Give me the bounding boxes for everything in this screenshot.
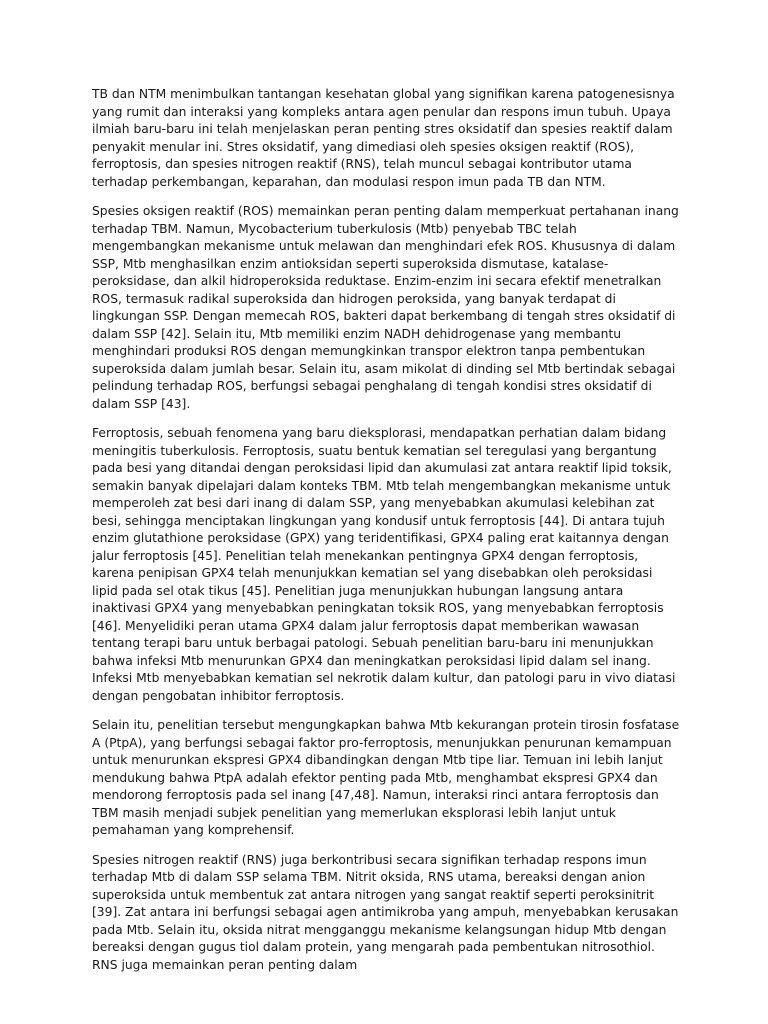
paragraph-ros: Spesies oksigen reaktif (ROS) memainkan peran penting dalam memperkuat pertahanan inang terhadap TBM. Namun, Mycobacterium tuberkulosis (Mtb) penyebab TBC telah mengembangkan mekanisme untuk melawan dan menghindari efek ROS. Khususnya di dalam SSP, Mtb menghasilkan enzim antioksidan seperti superoksida dismutase, katalase-peroksidase, dan alkil hidroperoksida reduktase. Enzim-enzim ini secara efektif menetralkan ROS, termasuk radikal superoksida dan hidrogen peroksida, yang banyak terdapat di lingkungan SSP. Dengan memecah ROS, bakteri dapat berkembang di tengah stres oksidatif di dalam SSP [42]. Selain itu, Mtb memiliki enzim NADH dehidrogenase yang membantu menghindari produksi ROS dengan memungkinkan transpor elektron tanpa pembentukan superoksida dalam jumlah besar. Selain itu, asam mikolat di dinding sel Mtb bertindak sebagai pelindung terhadap ROS, berfungsi sebagai penghalang di tengah kondisi stres oksidatif di dalam SSP [43]. <box>92 204 679 411</box>
paragraph-ptpa: Selain itu, penelitian tersebut mengungkapkan bahwa Mtb kekurangan protein tirosin fosfatase A (PtpA), yang berfungsi sebagai faktor pro-ferroptosis, menunjukkan penurunan kemampuan untuk menurunkan ekspresi GPX4 dibandingkan dengan Mtb tipe liar. Temuan ini lebih lanjut mendukung bahwa PtpA adalah efektor penting pada Mtb, menghambat ekspresi GPX4 dan mendorong ferroptosis pada sel inang [47,48]. Namun, interaksi rinci antara ferroptosis dan TBM masih menjadi subjek penelitian yang memerlukan eksplorasi lebih lanjut untuk pemahaman yang komprehensif. <box>92 718 680 837</box>
paragraph-ferroptosis: Ferroptosis, sebuah fenomena yang baru dieksplorasi, mendapatkan perhatian dalam bidang meningitis tuberkulosis. Ferroptosis, suatu bentuk kematian sel teregulasi yang bergantung pada besi yang ditandai dengan peroksidasi lipid dan akumulasi zat antara reaktif lipid toksik, semakin banyak dipelajari dalam konteks TBM. Mtb telah mengembangkan mekanisme untuk memperoleh zat besi dari inang di dalam SSP, yang menyebabkan akumulasi kelebihan zat besi, sehingga menciptakan lingkungan yang kondusif untuk ferroptosis [44]. Di antara tujuh enzim glutathione peroksidase (GPX) yang teridentifikasi, GPX4 paling erat kaitannya dengan jalur ferroptosis [45]. Penelitian telah menekankan pentingnya GPX4 dengan ferroptosis, karena penipisan GPX4 telah menunjukkan kematian sel yang disebabkan oleh peroksidasi lipid pada sel otak tikus [45]. Penelitian juga menunjukkan hubungan langsung antara inaktivasi GPX4 yang menyebabkan peningkatan toksik ROS, yang menyebabkan ferroptosis [46]. Menyelidiki peran utama GPX4 dalam jalur ferroptosis dapat memberikan wawasan tentang terapi baru untuk berbagai patologi. Sebuah penelitian baru-baru ini menunjukkan bahwa infeksi Mtb menurunkan GPX4 dan meningkatkan peroksidasi lipid dalam sel inang. Infeksi Mtb menyebabkan kematian sel nekrotik dalam kultur, dan patologi paru in vivo diatasi dengan pengobatan inhibitor ferroptosis. <box>92 426 676 703</box>
document-page <box>92 86 680 986</box>
paragraph-intro: TB dan NTM menimbulkan tantangan kesehatan global yang signifikan karena patogenesisnya yang rumit dan interaksi yang kompleks antara agen penular dan respons imun tubuh. Upaya ilmiah baru-baru ini telah menjelaskan peran penting stres oksidatif dan spesies reaktif dalam penyakit menular ini. Stres oksidatif, yang dimediasi oleh spesies oksigen reaktif (ROS), ferroptosis, dan spesies nitrogen reaktif (RNS), telah muncul sebagai kontributor utama terhadap perkembangan, keparahan, dan modulasi respon imun pada TB dan NTM. <box>92 87 675 189</box>
paragraph-rns: Spesies nitrogen reaktif (RNS) juga berkontribusi secara signifikan terhadap respons imun terhadap Mtb di dalam SSP selama TBM. Nitrit oksida, RNS utama, bereaksi dengan anion superoksida untuk membentuk zat antara nitrogen yang sangat reaktif seperti peroksinitrit [39]. Zat antara ini berfungsi sebagai agen antimikroba yang ampuh, menyebabkan kerusakan pada Mtb. Selain itu, oksida nitrat mengganggu mekanisme kelangsungan hidup Mtb dengan bereaksi dengan gugus tiol dalam protein, yang mengarah pada pembentukan nitrosothiol. RNS juga memainkan peran penting dalam <box>92 852 679 972</box>
